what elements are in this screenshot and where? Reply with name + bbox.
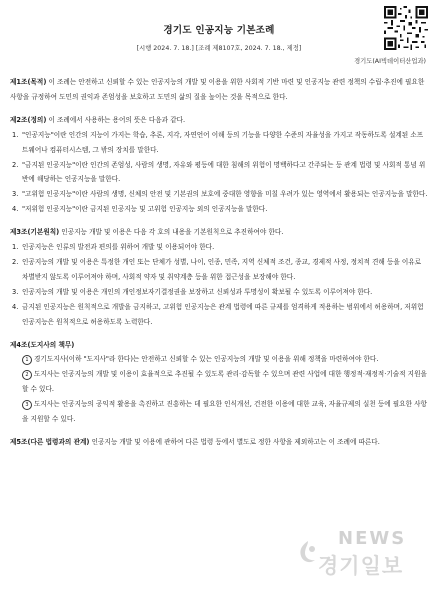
article-paragraph [10, 113, 428, 128]
item-list [10, 352, 428, 427]
article-text: 이 조례는 안전하고 신뢰할 수 있는 인공지능의 개발 및 이용을 위한 사회적 기반 마련 및 인공지능 관련 정책의 수립·추진에 필요한 사항을 규정하여 도민의 권익과 존엄성을 보호하고 도민의 삶의 질을 높이는 것을 목적으로 한다. [10, 78, 425, 101]
paragraph-number-badge: 1 [22, 355, 32, 365]
item-number: 4. [12, 205, 19, 214]
list-item [10, 128, 428, 158]
article-4 [10, 338, 428, 427]
item-text: 인공지능의 개발 및 이용은 개인의 개인정보자기결정권을 보장하고 신뢰성과 투명성이 확보될 수 있도록 이루어져야 한다. [22, 287, 373, 296]
article-2 [10, 113, 428, 217]
document-body [10, 75, 428, 458]
list-item [10, 285, 428, 300]
article-heading: 제1조(목적) [10, 78, 47, 86]
item-text: "고위험 인공지능"이란 사람의 생명, 신체의 안전 및 기본권의 보호에 중대한 영향을 미칠 우려가 있는 영역에서 활용되는 인공지능을 말한다. [22, 190, 428, 199]
item-text: "저위험 인공지능"이란 금지된 인공지능 및 고위험 인공지능 외의 인공지능을 말한다. [22, 205, 268, 214]
article-heading: 제3조(기본원칙) [10, 228, 60, 237]
article-paragraph [10, 435, 428, 450]
list-item [10, 352, 428, 367]
watermark-text-en: NEWS [338, 528, 407, 549]
article-intro: 인공지능 개발 및 이용은 다음 각 호의 내용을 기본원칙으로 추진하여야 한다. [59, 228, 284, 237]
document-title: 경기도 인공지능 기본조례 [163, 25, 275, 36]
article-heading: 제5조(다른 법령과의 관계) [10, 437, 90, 446]
paragraph-number-badge: 2 [22, 370, 32, 380]
list-item [10, 202, 428, 217]
list-item [10, 158, 428, 188]
article-paragraph [10, 338, 428, 353]
list-item [10, 397, 428, 427]
item-number: 2. [12, 257, 19, 266]
list-item [10, 255, 428, 285]
article-paragraph [10, 75, 428, 105]
item-number: 4. [12, 302, 19, 311]
article-heading: 제2조(정의) [10, 115, 47, 124]
article-intro: 이 조례에서 사용하는 용어의 뜻은 다음과 같다. [46, 115, 186, 124]
item-list [10, 128, 428, 217]
item-number: 2. [12, 160, 19, 169]
item-text: 인공지능은 인류의 발전과 편의를 위하여 개발 및 이용되어야 한다. [22, 243, 215, 252]
item-text: 금지된 인공지능은 원칙적으로 개발을 금지하고, 고위험 인공지능은 관계 법령에 따른 규제를 엄격하게 적용하는 범위에서 허용하며, 저위험 인공지능은 원칙적으로 허용하도록 노력한다. [22, 302, 424, 326]
news-watermark [296, 526, 432, 588]
item-text: "인공지능"이란 인간의 지능이 가지는 학습, 추론, 지각, 자연언어 이해 등의 기능을 다양한 수준의 자율성을 가지고 작동하도록 설계된 소프트웨어나 컴퓨터시스템, 그 밖의 장치를 말한다. [22, 130, 424, 154]
article-5 [10, 435, 428, 450]
item-text: 경기도지사(이하 "도지사"라 한다)는 안전하고 신뢰할 수 있는 인공지능의 개발 및 이용을 위해 정책을 마련하여야 한다. [34, 355, 379, 364]
list-item [10, 187, 428, 202]
item-text: 도지사는 인공지능의 개발 및 이용이 효율적으로 추진될 수 있도록 관리·감독할 수 있으며 관련 사업에 대한 행정적·재정적·기술적 지원을 할 수 있다. [22, 370, 427, 394]
article-1 [10, 75, 428, 105]
enactment-info: [시행 2024. 7. 18.] [조례 제8107호, 2024. 7. 18., 제정] [136, 45, 302, 52]
article-paragraph [10, 225, 428, 240]
list-item [10, 300, 428, 330]
item-number: 3. [12, 287, 19, 296]
item-text: 인공지능의 개발 및 이용은 특정한 개인 또는 단체가 성별, 나이, 인종, 민족, 지역 신체적 조건, 종교, 경제적 사정, 정치적 견해 등을 이유로 차별받지 않도록 이루어져야 하며, 사회적 약자 및 취약계층 등을 위한 접근성을 보장해야 한다. [22, 257, 422, 281]
paragraph-number-badge: 3 [22, 400, 32, 410]
item-number: 3. [12, 190, 19, 199]
item-text: "금지된 인공지능"이란 인간의 존엄성, 사람의 생명, 자유와 평등에 대한 침해의 위험이 명백하다고 간주되는 등 관계 법령 및 사회적 통념 위반에 해당하는 인공지능을 말한다. [22, 160, 426, 184]
article-text: 인공지능 개발 및 이용에 관하여 다른 법령 등에서 별도로 정한 사항을 제외하고는 이 조례에 따른다. [89, 437, 380, 446]
item-number: 1. [12, 243, 19, 252]
article-heading: 제4조(도지사의 책무) [10, 340, 75, 349]
watermark-text-ko: 경기일보 [318, 554, 404, 578]
item-text: 도지사는 인공지능의 공익적 활용을 촉진하고 진흥하는 데 필요한 인식개선, 건전한 이용에 대한 교육, 자율규제의 실천 등에 필요한 사항을 지원할 수 있다. [22, 400, 427, 424]
list-item [10, 240, 428, 255]
article-3 [10, 225, 428, 329]
list-item [10, 367, 428, 397]
department-label: 경기도(AI빅데이터산업과) [354, 58, 426, 65]
item-number: 1. [12, 130, 19, 139]
item-list [10, 240, 428, 329]
news-logo-icon [298, 540, 318, 566]
